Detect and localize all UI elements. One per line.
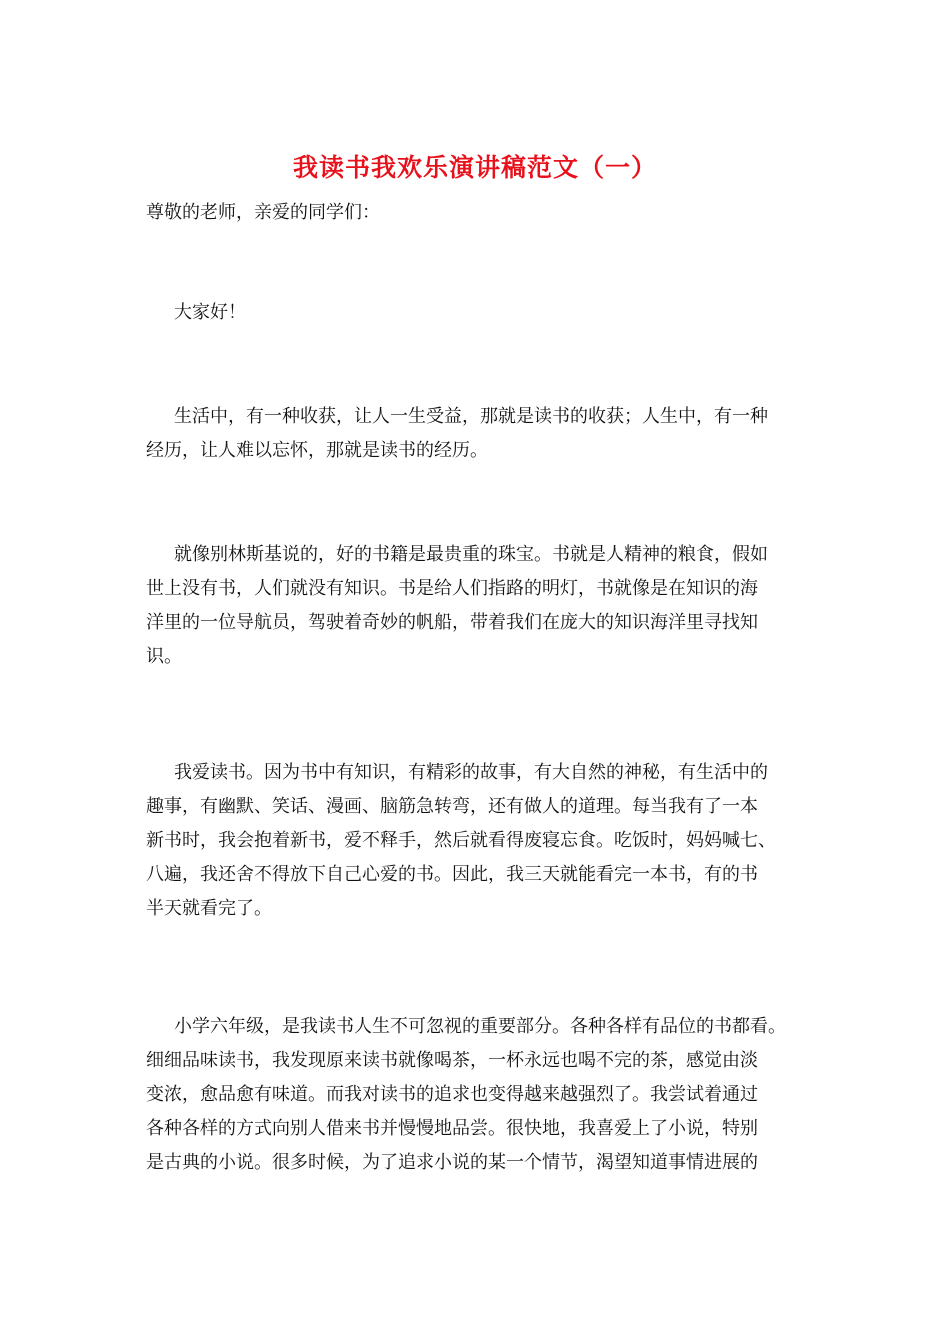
paragraph-line: 半天就看完了。 <box>146 898 272 919</box>
paragraph-belinsky <box>146 538 836 674</box>
paragraph-line: 八遍，我还舍不得放下自己心爱的书。因此，我三天就能看完一本书，有的书 <box>146 864 758 885</box>
paragraph-love-reading <box>146 756 836 926</box>
paragraph-line: 洋里的一位导航员，驾驶着奇妙的帆船，带着我们在庞大的知识海洋里寻找知 <box>146 612 758 633</box>
paragraph-line: 细细品味读书，我发现原来读书就像喝茶，一杯永远也喝不完的茶，感觉由淡 <box>146 1050 758 1071</box>
paragraph-line: 就像别林斯基说的，好的书籍是最贵重的珠宝。书就是人精神的粮食，假如 <box>174 544 768 565</box>
paragraph-line: 新书时，我会抱着新书，爱不释手，然后就看得废寝忘食。吃饭时，妈妈喊七、 <box>146 830 776 851</box>
paragraph-line: 我爱读书。因为书中有知识，有精彩的故事，有大自然的神秘，有生活中的 <box>174 762 768 783</box>
paragraph-line: 小学六年级，是我读书人生不可忽视的重要部分。各种各样有品位的书都看。 <box>174 1016 786 1037</box>
document-title: 我读书我欢乐演讲稿范文（一） <box>292 153 657 182</box>
paragraph-line: 经历，让人难以忘怀，那就是读书的经历。 <box>146 440 488 461</box>
salutation: 尊敬的老师，亲爱的同学们： <box>146 202 380 223</box>
paragraph-line: 趣事，有幽默、笑话、漫画、脑筋急转弯，还有做人的道理。每当我有了一本 <box>146 796 758 817</box>
paragraph-grade-six <box>146 1010 836 1180</box>
paragraph-line: 大家好！ <box>174 302 246 323</box>
paragraph-greeting <box>146 296 836 330</box>
paragraph-line: 是古典的小说。很多时候，为了追求小说的某一个情节，渴望知道事情进展的 <box>146 1152 758 1173</box>
paragraph-line: 各种各样的方式向别人借来书并慢慢地品尝。很快地，我喜爱上了小说，特别 <box>146 1118 758 1139</box>
paragraph-line: 生活中，有一种收获，让人一生受益，那就是读书的收获；人生中，有一种 <box>174 406 768 427</box>
paragraph-life-harvest <box>146 400 836 468</box>
paragraph-line: 世上没有书，人们就没有知识。书是给人们指路的明灯，书就像是在知识的海 <box>146 578 758 599</box>
paragraph-line: 变浓，愈品愈有味道。而我对读书的追求也变得越来越强烈了。我尝试着通过 <box>146 1084 758 1105</box>
paragraph-line: 识。 <box>146 646 182 667</box>
